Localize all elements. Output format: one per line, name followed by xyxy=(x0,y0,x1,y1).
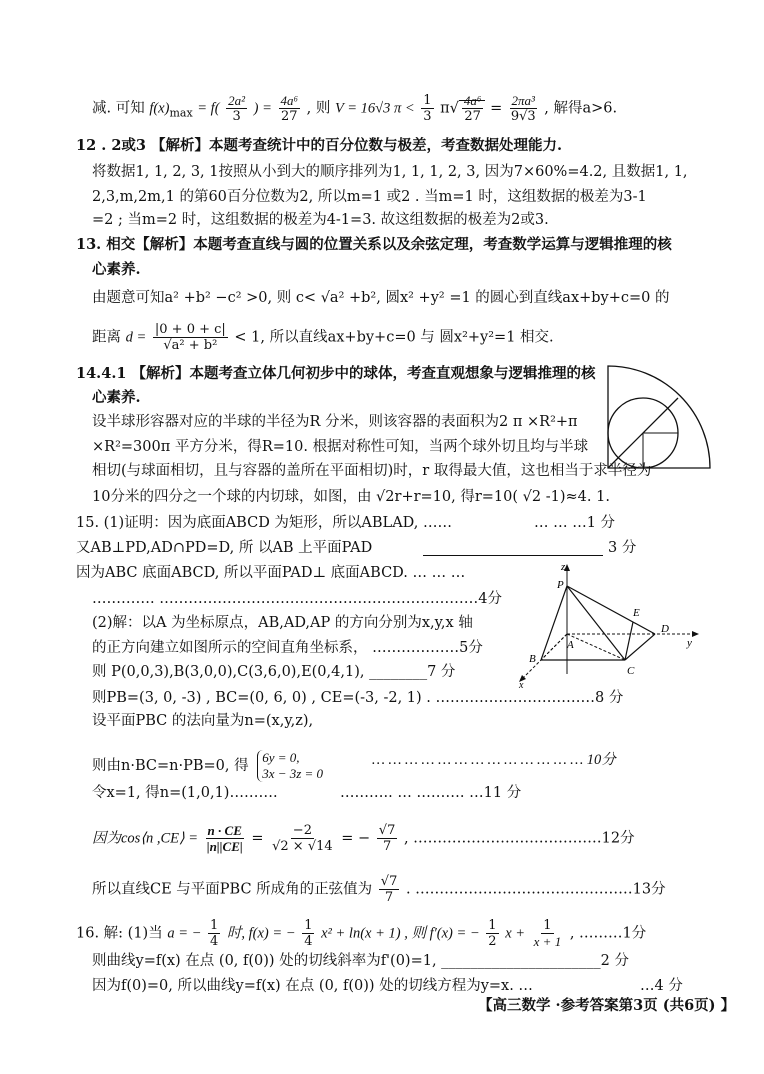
a-frac: $\frac{1}{4}$ xyxy=(210,918,219,949)
q13-line2: 距离 d = $\frac{|0 + 0 + c|}{\text{√a² + b²}}$ < 1, 所以直线ax+by+c=0 与 圆x²+y²=1 相交. xyxy=(92,322,554,353)
f-max: f(x) xyxy=(149,100,170,117)
tail: , 解得a>6. xyxy=(544,100,618,117)
label-x: x xyxy=(519,680,524,688)
label-z: z xyxy=(561,562,566,573)
q15-line6: 的正方向建立如图所示的空间直角坐标系， ………………5分 xyxy=(92,640,483,656)
quarter-sphere-figure xyxy=(604,362,714,472)
q13-head2: 心素养. xyxy=(92,261,141,278)
q14-line4: 10分米的四分之一个球的内切球，如图，由 √2r+r=10, 得r=10( √2 -1)≈4. 1. xyxy=(92,489,610,505)
label-p: P xyxy=(557,579,564,591)
f-frac: $\frac{1}{4}$ xyxy=(304,918,313,949)
q15-line10: 则由n·BC=n·PB=0, 得 6y = 0, 3x − 3z = 0 xyxy=(92,750,324,781)
eq3: = xyxy=(490,100,503,117)
frac1: $\frac{\text{2a²}}{3}$ xyxy=(228,93,246,124)
frac2: $\frac{\text{4a⁶}}{27}$ xyxy=(280,93,299,124)
sine-frac: $\frac{√7}{7}$ xyxy=(380,874,398,905)
q13-head: 13. 相交【解析】本题考查直线与圆的位置关系以及余弦定理，考查数学运算与逻辑推理的核 xyxy=(76,236,672,253)
q14-line3: 相切(与球面相切，且与容器的盖所在平面相切)时，r 取得最大值，这也相当于求半径为 xyxy=(92,463,652,479)
q15-line11-score: ……….. … ………. …11 分 xyxy=(340,785,522,801)
frac-sqrt: $\frac{\text{4a⁶}}{27}$ xyxy=(463,93,482,124)
q15-line2-score: 3 分 xyxy=(608,540,637,556)
q15-line1-score: … … …1 分 xyxy=(534,515,616,531)
q15-line7: 则 P(0,0,3),B(3,0,0),C(3,6,0),E(0,4,1), ________7 分 xyxy=(92,664,456,680)
cos-frac: $\frac{n \cdot CE}{|n||CE|}$ xyxy=(206,823,243,854)
q14-head: 14.4.1 【解析】本题考查立体几何初步中的球体，考查直观想象与逻辑推理的核 xyxy=(76,365,596,382)
label-b: B xyxy=(529,653,536,665)
frac4: $\frac{\text{2πa³}}{9√3}$ xyxy=(510,93,536,124)
frac3: $\frac{1}{3}$ xyxy=(423,93,432,124)
label-e: E xyxy=(633,607,640,619)
blank-line xyxy=(423,541,603,556)
text-pre: 减. 可知 xyxy=(92,100,145,117)
q15-line13: 所以直线CE 与平面PBC 所成角的正弦值为 $\frac{√7}{7}$ . ………………………………………13分 xyxy=(92,874,666,905)
then: , 则 xyxy=(306,100,331,117)
q15-line5: (2)解：以A 为坐标原点，AB,AD,AP 的方向分别为x,y,x 轴 xyxy=(92,615,473,631)
q14-line1: 设半球形容器对应的半球的半径为R 分米，则该容器的表面积为2 π ×R²+π xyxy=(92,414,578,430)
top-line: 减. 可知 $f(x)_{max} = f$( $\frac{\text{2a²}}{3}$ ) = $\frac{\text{4a⁶}}{27}$ , 则 V = 16√3 π < $\frac{1}{3}$ π√ $\frac{\text{4a⁶}}{27}$ = $\frac{\text{2πa³}}{9√3}$ , 解得a>6. xyxy=(92,93,618,124)
q13-line1: 由题意可知a² +b² −c² >0, 则 c< √a² +b², 圆x² +y² =1 的圆心到直线ax+by+c=0 的 xyxy=(92,290,670,306)
q16-line3-score: …4 分 xyxy=(640,978,683,994)
q15-line3: 因为ABC 底面ABCD, 所以平面PAD⊥ 底面ABCD. … … … xyxy=(76,565,466,581)
q12-line3: =2 ; 当m=2 时，这组数据的极差为4-1=3. 故这组数据的极差为2或3. xyxy=(92,212,549,228)
equation-system: 6y = 0, 3x − 3z = 0 xyxy=(257,750,323,782)
distance-frac: $\frac{|0 + 0 + c|}{\text{√a² + b²}}$ xyxy=(154,322,226,353)
d2-frac: $\frac{1}{x + 1}$ xyxy=(533,918,562,949)
pi: π xyxy=(440,100,450,117)
q15-line10-score: … … … … … … … … … … … … … 10分 xyxy=(372,752,616,768)
q12-head: 12 . 2或3 【解析】本题考查统计中的百分位数与极差，考查数据处理能力. xyxy=(76,137,563,154)
q15-line11: 令x=1, 得n=(1,0,1)………. xyxy=(92,785,278,801)
q12-line2: 2,3,m,2m,1 的第60百分位数为2, 所以m=1 或2 . 当m=1 时，这组数据的极差为3-1 xyxy=(92,189,647,205)
label-c: C xyxy=(627,665,635,677)
cos-frac3: $\frac{√7}{7}$ xyxy=(378,823,396,854)
q16-line2: 则曲线y=f(x) 在点 (0, f(0)) 处的切线斜率为f'(0)=1, ______________________2 分 xyxy=(92,953,630,969)
q14-head2: 心素养. xyxy=(92,389,141,406)
cos-frac2: $\frac{-2}{√2 \times √14}$ xyxy=(272,823,333,854)
page-footer: 【高三数学 ·参考答案第3页 (共6页) 】 xyxy=(478,997,736,1014)
q15-line12: 因为cos⟨n ,CE⟩ = $\frac{n \cdot CE}{|n||CE|}$ = $\frac{-2}{√2 \times √14}$ = − $\frac{√7}{7}$ , …………………………………12分 xyxy=(92,823,635,854)
q15-line1: 15. (1)证明：因为底面ABCD 为矩形，所以ABLAD, …… xyxy=(76,515,452,531)
q15-line4: …………. …………………………………………………………4分 xyxy=(92,591,502,607)
label-d: D xyxy=(661,623,669,635)
max-sub: max xyxy=(169,106,193,120)
v-expr: V = 16√3 π < xyxy=(335,100,415,117)
q15-line2: 又AB⊥PD,AD∩PD=D, 所 以AB 上平面PAD xyxy=(76,540,373,556)
eq1: = f( xyxy=(197,100,220,117)
eq2: ) = xyxy=(253,100,272,117)
label-a: A xyxy=(567,639,574,651)
q16-line3: 因为f(0)=0, 所以曲线y=f(x) 在点 (0, f(0)) 处的切线方程为y=x. … xyxy=(92,978,533,994)
q15-line9: 设平面PBC 的法向量为n=(x,y,z), xyxy=(92,713,314,729)
coordinate-figure xyxy=(515,562,705,688)
d-frac: $\frac{1}{2}$ xyxy=(488,918,497,949)
label-y: y xyxy=(687,637,692,649)
q12-line1: 将数据1, 1, 2, 3, 1按照从小到大的顺序排列为1, 1, 1, 2, 3, 因为7×60%=4.2, 且数据1, 1, xyxy=(92,164,688,180)
q14-line2: ×R²=300π 平方分米，得R=10. 根据对称性可知，当两个球外切且均与半球 xyxy=(92,439,589,455)
q16-line1: 16. 解: (1)当 a = − $\frac{1}{4}$ 时, f(x) = − $\frac{1}{4}$ x² + ln(x + 1) , 则 f′(x) = − $\frac{1}{2}$ x + $\frac{1}{x + 1}$ , ………1分 xyxy=(76,918,647,949)
q15-line8: 则PB=(3, 0, -3) , BC=(0, 6, 0) , CE=(-3, -2, 1) . ……………………………8 分 xyxy=(92,690,624,706)
